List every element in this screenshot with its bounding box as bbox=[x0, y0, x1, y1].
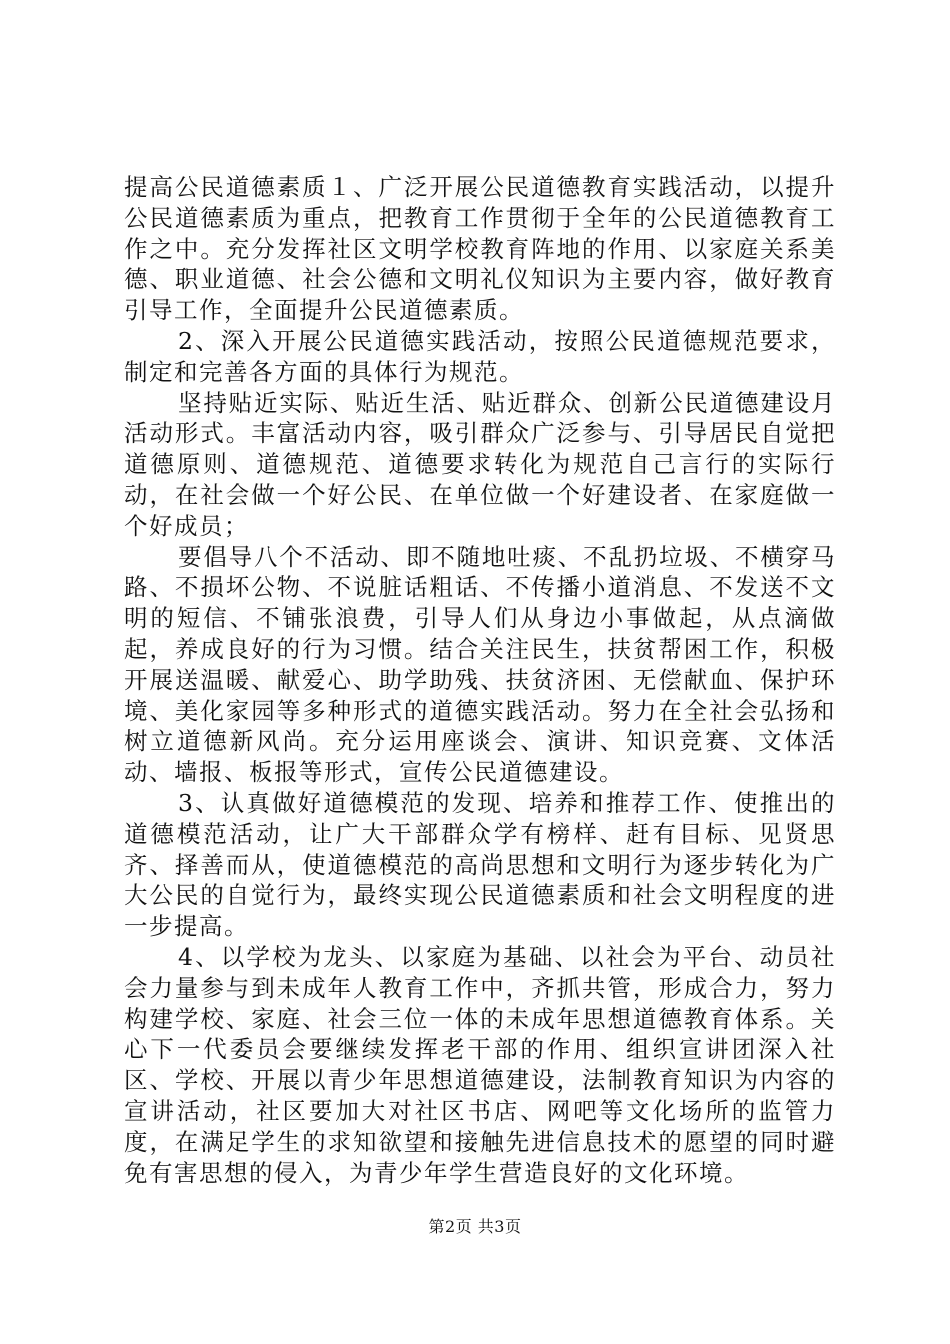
paragraph-item-3: 3、认真做好道德模范的发现、培养和推荐工作、使推出的道德模范活动，让广大干部群众学有榜样、赶有目标、见贤思齐、择善而从，使道德模范的高尚思想和文明行为逐步转化为广大公民的自觉行为，最终实现公民道德素质和社会文明程度的进一步提高。 bbox=[124, 788, 836, 941]
document-body bbox=[124, 172, 836, 1188]
page-number-footer: 第2页 共3页 bbox=[428, 1217, 522, 1236]
paragraph-practice: 坚持贴近实际、贴近生活、贴近群众、创新公民道德建设月活动形式。丰富活动内容，吸引群众广泛参与、引导居民自觉把道德原则、道德规范、道德要求转化为规范自己言行的实际行动，在社会做一个好公民、在单位做一个好建设者、在家庭做一个好成员； bbox=[124, 388, 836, 540]
paragraph-item-4: 4、以学校为龙头、以家庭为基础、以社会为平台、动员社会力量参与到未成年人教育工作中，齐抓共管，形成合力，努力构建学校、家庭、社会三位一体的未成年思想道德教育体系。关心下一代委员会要继续发挥老干部的作用、组织宣讲团深入社区、学校、开展以青少年思想道德建设，法制教育知识为内容的宣讲活动，社区要加大对社区书店、网吧等文化场所的监管力度，在满足学生的求知欲望和接触先进信息技术的愿望的同时避免有害思想的侵入，为青少年学生营造良好的文化环境。 bbox=[124, 942, 836, 1187]
paragraph-intro: 提高公民道德素质１、广泛开展公民道德教育实践活动，以提升公民道德素质为重点，把教育工作贯彻于全年的公民道德教育工作之中。充分发挥社区文明学校教育阵地的作用、以家庭关系美德、职业道德、社会公德和文明礼仪知识为主要内容，做好教育引导工作，全面提升公民道德素质。 bbox=[124, 173, 836, 325]
paragraph-eight-nots: 要倡导八个不活动、即不随地吐痰、不乱扔垃圾、不横穿马路、不损坏公物、不说脏话粗话、不传播小道消息、不发送不文明的短信、不铺张浪费，引导人们从身边小事做起，从点滴做起，养成良好的行为习惯。结合关注民生，扶贫帮困工作，积极开展送温暖、献爱心、助学助残、扶贫济困、无偿献血、保护环境、美化家园等多种形式的道德实践活动。努力在全社会弘扬和树立道德新风尚。充分运用座谈会、演讲、知识竞赛、文体活动、墙报、板报等形式，宣传公民道德建设。 bbox=[124, 542, 836, 787]
paragraph-item-2: 2、深入开展公民道德实践活动，按照公民道德规范要求，制定和完善各方面的具体行为规范。 bbox=[124, 326, 836, 386]
